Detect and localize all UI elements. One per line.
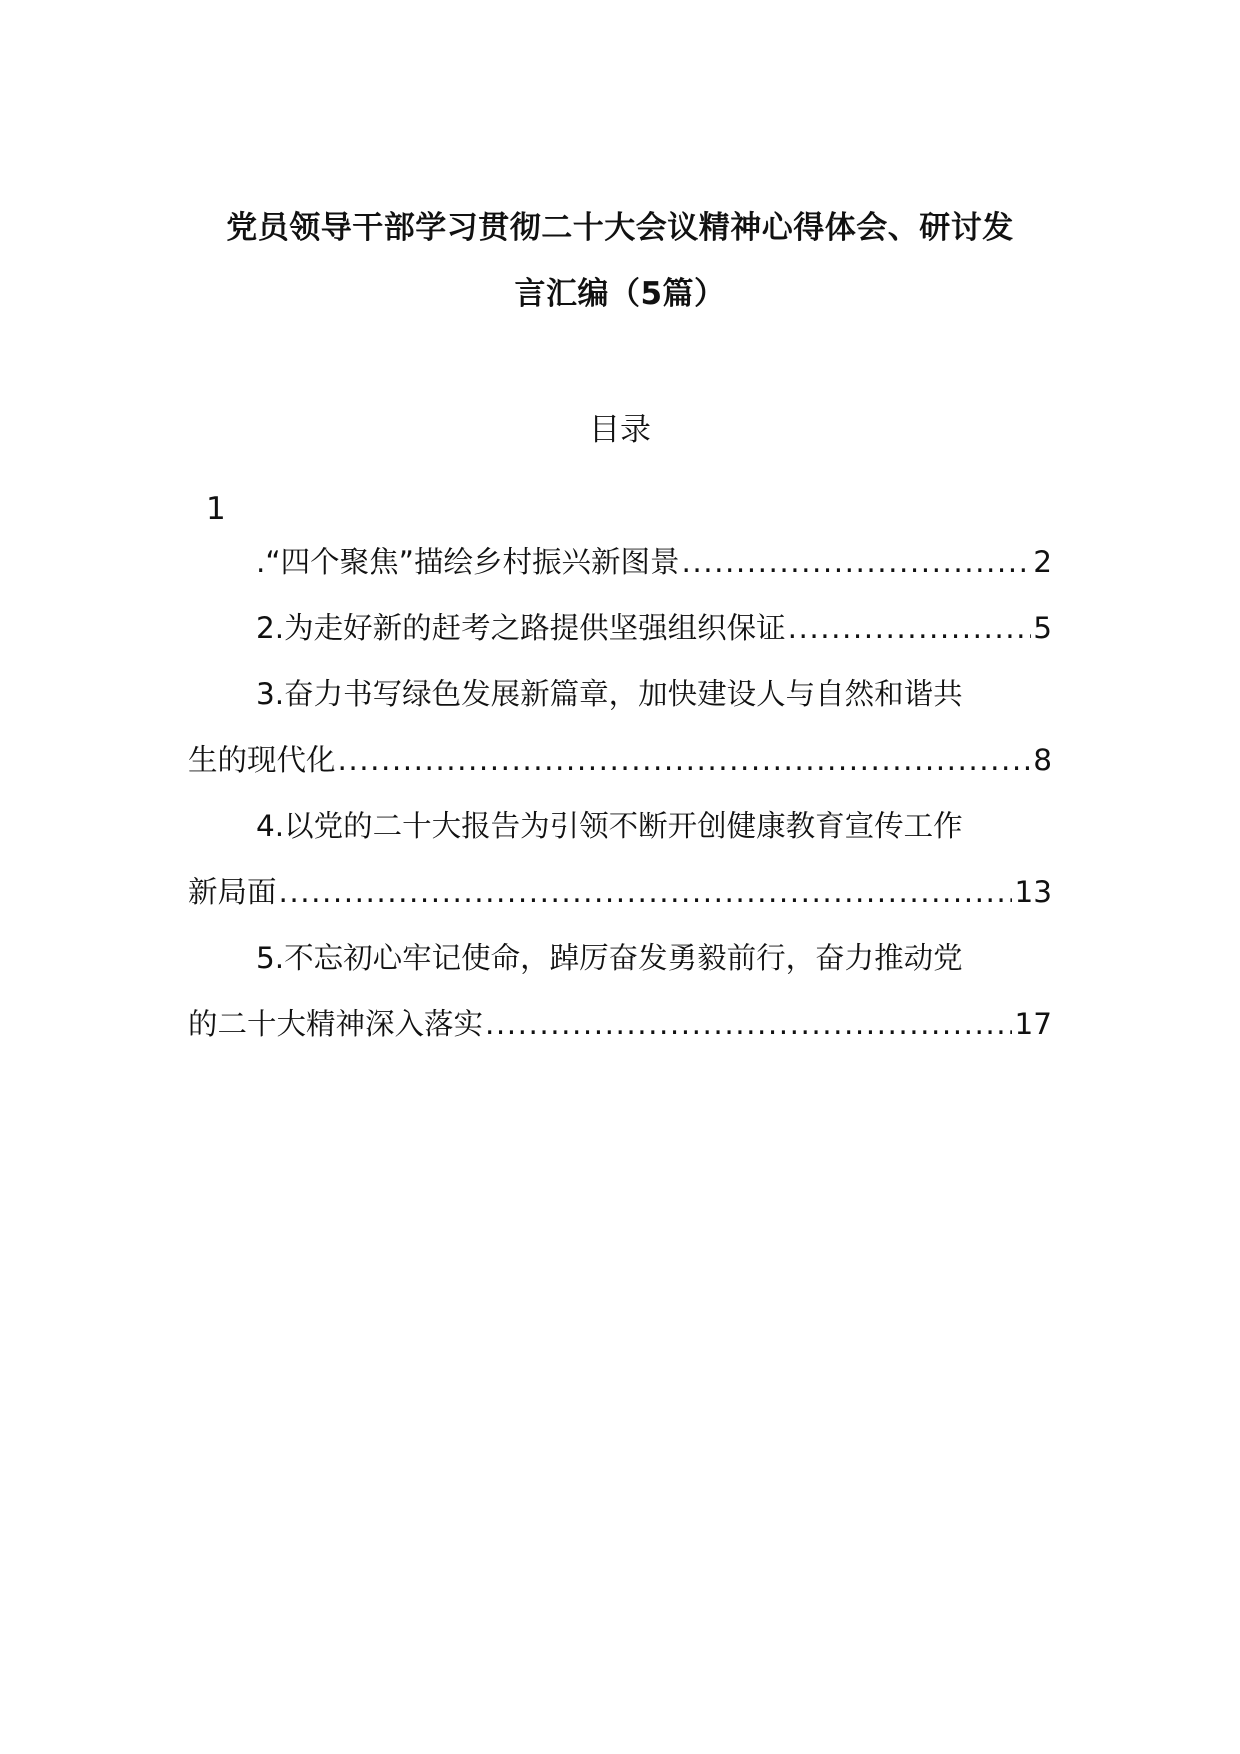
toc-entry-4-page: 13 (1014, 875, 1052, 909)
toc-entry-3[interactable] (188, 738, 1052, 782)
document-title (190, 195, 1050, 327)
toc-entry-5-title-cont: 的二十大精神深入落实 (188, 1007, 484, 1041)
toc-entry-4-title-cont: 新局面 (188, 875, 277, 909)
document-title-line-1: 党员领导干部学习贯彻二十大会议精神心得体会、研讨发 (226, 210, 1014, 246)
toc-entry-4-line-1[interactable]: 4.以党的二十大报告为引领不断开创健康教育宣传工作 (256, 809, 963, 843)
toc-entry-5[interactable] (188, 1002, 1052, 1046)
toc-entry-3-title-cont: 生的现代化 (188, 743, 336, 777)
toc-entry-5-line-1[interactable]: 5.不忘初心牢记使命，踔厉奋发勇毅前行，奋力推动党 (256, 941, 963, 975)
toc-leader-dots (279, 870, 1013, 914)
toc-leader-dots (681, 540, 1031, 584)
toc-entry-1-number: 1 (206, 491, 226, 527)
toc-leader-dots (788, 606, 1032, 650)
toc-entry-1-page: 2 (1033, 545, 1052, 579)
toc-entry-5-page: 17 (1014, 1007, 1052, 1041)
toc-leader-dots (338, 738, 1032, 782)
toc-entry-2[interactable] (256, 606, 1052, 650)
toc-entry-3-line-1[interactable]: 3.奋力书写绿色发展新篇章，加快建设人与自然和谐共 (256, 677, 963, 711)
toc-heading: 目录 (589, 412, 651, 448)
toc-entry-1-title: .“四个聚焦”描绘乡村振兴新图景 (256, 545, 680, 579)
toc-entry-3-page: 8 (1033, 743, 1052, 777)
toc-entry-4[interactable] (188, 870, 1052, 914)
document-title-line-2: 言汇编（5篇） (514, 276, 726, 312)
toc-entry-1[interactable] (256, 540, 1052, 584)
toc-entry-2-title: 2.为走好新的赶考之路提供坚强组织保证 (256, 611, 786, 645)
toc-entry-2-page: 5 (1033, 611, 1052, 645)
toc-leader-dots (485, 1002, 1012, 1046)
